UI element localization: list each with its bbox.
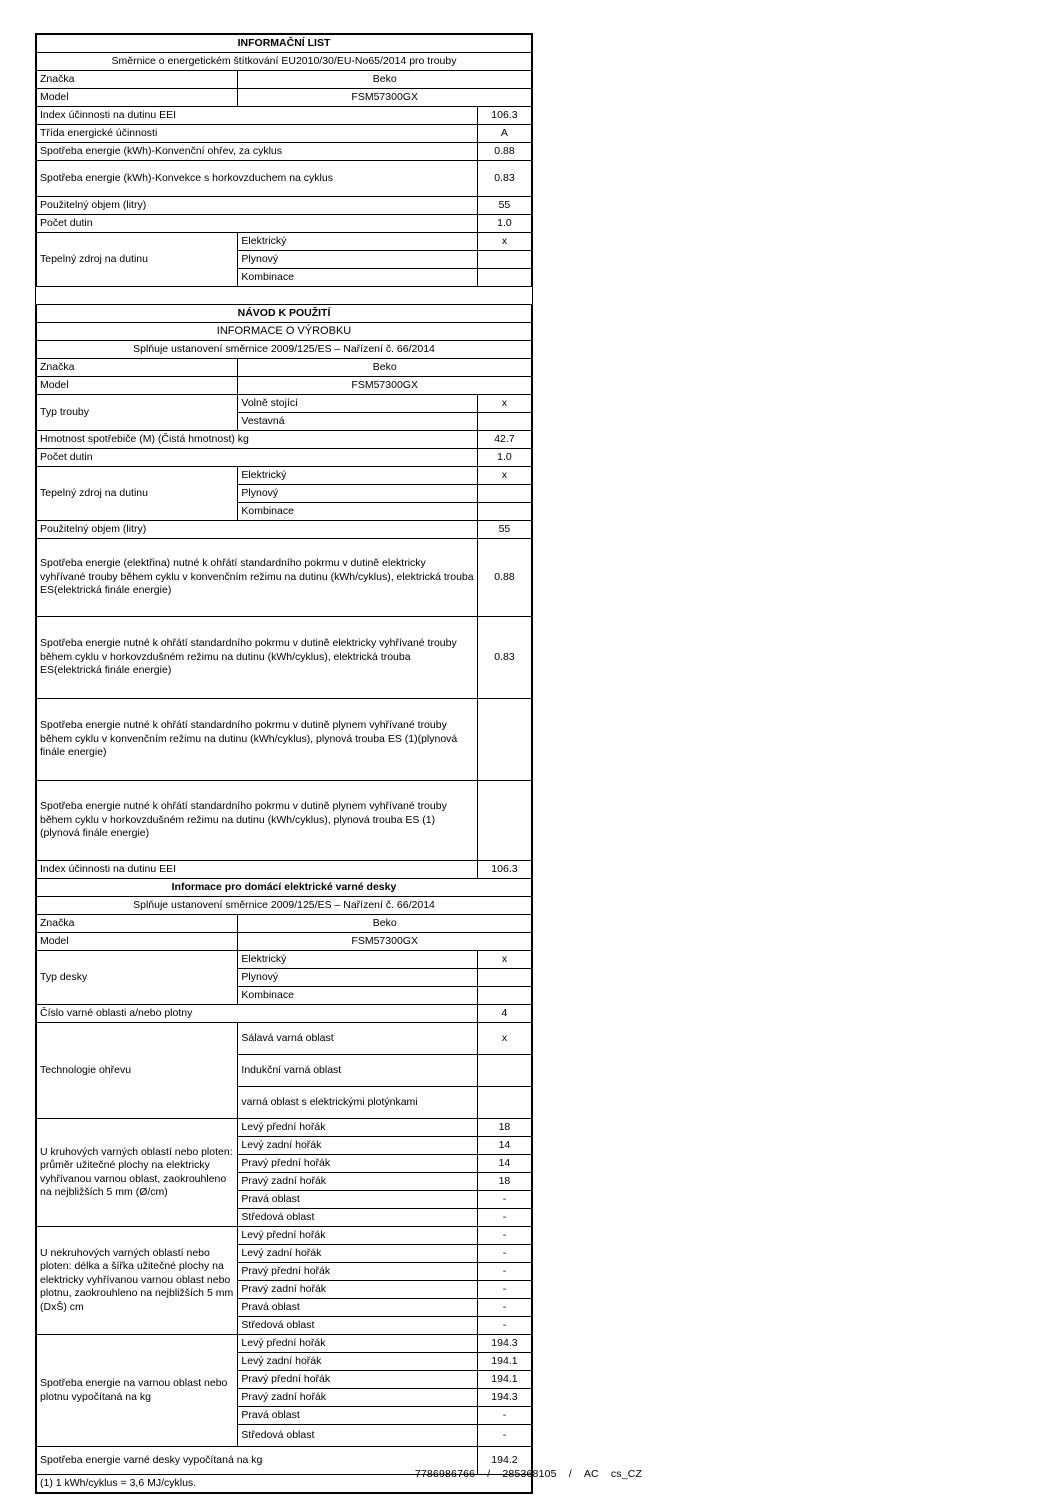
burner-value: - — [477, 1263, 531, 1281]
long-description: Spotřeba energie (elektřina) nutné k ohřátí standardního pokrmu v dutině elektricky vyhřívané trouby během cyklu v konvenčním režimu na dutinu (kWh/cyklus), elektrická trouba ES(elektrická finále energie) — [37, 539, 478, 617]
table-row — [37, 861, 532, 879]
table-row — [37, 449, 532, 467]
tech-option: Indukční varná oblast — [238, 1055, 477, 1087]
tech-value: x — [477, 1023, 531, 1055]
footer-code-3: AC — [583, 1468, 599, 1480]
burner-name: Středová oblast — [238, 1425, 477, 1447]
row-value: 55 — [477, 521, 531, 539]
table-row — [37, 143, 532, 161]
long-description: Spotřeba energie nutné k ohřátí standardního pokrmu v dutině plynem vyhřívané trouby během cyklu v horkovzdušném režimu na dutinu (kWh/cyklus), plynová trouba ES (1)(plynová finále energie) — [37, 781, 478, 861]
table-row — [37, 699, 532, 781]
hob-type-label: Typ desky — [37, 951, 238, 1005]
long-description-value — [477, 781, 531, 861]
row-value: 55 — [477, 197, 531, 215]
table-row — [37, 617, 532, 699]
burner-name: Středová oblast — [238, 1317, 477, 1335]
row-label: Model — [37, 933, 238, 951]
footer-code-2: 285368105 — [502, 1468, 557, 1480]
oven-type-option: Vestavná — [238, 413, 477, 431]
row-value: 0.83 — [477, 161, 531, 197]
section1-title: INFORMAČNÍ LIST — [37, 35, 532, 53]
table-row — [37, 107, 532, 125]
table-row — [37, 125, 532, 143]
noncircular-label: U nekruhových varných oblastí nebo ploten: délka a šířka užitečné plochy na elektricky vyhřívanou varnou oblast nebo plotnu, zaokrouhleno na nejbližších 5 mm (DxŠ) cm — [37, 1227, 238, 1335]
long-description-value: 0.88 — [477, 539, 531, 617]
burner-value: 18 — [477, 1119, 531, 1137]
table-row — [37, 215, 532, 233]
table-row — [37, 1119, 532, 1137]
section-gap — [37, 287, 532, 305]
row-value: FSM57300GX — [238, 933, 532, 951]
table-row — [37, 233, 532, 251]
section2-title: NÁVOD K POUŽITÍ — [37, 305, 532, 323]
heat-source-option: Elektrický — [238, 233, 477, 251]
footer-code-1: 7786986766 — [414, 1468, 476, 1480]
row-label: Použitelný objem (litry) — [37, 197, 478, 215]
row-value: 0.88 — [477, 143, 531, 161]
fiche-table — [36, 34, 532, 1493]
row-label: Spotřeba energie (kWh)-Konvekce s horkovzduchem na cyklus — [37, 161, 478, 197]
row-value: 1.0 — [477, 215, 531, 233]
table-row — [37, 1335, 532, 1353]
table-row — [37, 377, 532, 395]
tech-option: varná oblast s elektrickými plotýnkami — [238, 1087, 477, 1119]
row-label: Třída energické účinnosti — [37, 125, 478, 143]
burner-value: 14 — [477, 1155, 531, 1173]
burner-value: - — [477, 1245, 531, 1263]
section3-note: Splňuje ustanovení směrnice 2009/125/ES – Nařízení č. 66/2014 — [37, 897, 532, 915]
row-value: Beko — [238, 359, 532, 377]
burner-name: Levý zadní hořák — [238, 1353, 477, 1371]
footer-language: cs_CZ — [610, 1468, 643, 1480]
heat-source-label: Tepelný zdroj na dutinu — [37, 467, 238, 521]
row-value: FSM57300GX — [238, 89, 532, 107]
heat-source-value — [477, 485, 531, 503]
row-label: Značka — [37, 71, 238, 89]
row-label: Počet dutin — [37, 449, 478, 467]
oven-type-label: Typ trouby — [37, 395, 238, 431]
row-label: Číslo varné oblasti a/nebo plotny — [37, 1005, 478, 1023]
section1-subtitle: Směrnice o energetickém štítkování EU2010/30/EU-No65/2014 pro trouby — [37, 53, 532, 71]
burner-name: Pravá oblast — [238, 1299, 477, 1317]
burner-name: Levý přední hořák — [238, 1227, 477, 1245]
table-row — [37, 431, 532, 449]
burner-name: Pravá oblast — [238, 1407, 477, 1425]
footer-separator-1: / — [487, 1468, 491, 1480]
hob-type-value — [477, 987, 531, 1005]
table-row — [37, 539, 532, 617]
burner-value: - — [477, 1317, 531, 1335]
row-label: Značka — [37, 915, 238, 933]
row-label: Značka — [37, 359, 238, 377]
burner-value: 194.1 — [477, 1353, 531, 1371]
row-value: FSM57300GX — [238, 377, 532, 395]
section3-note-row — [37, 897, 532, 915]
table-row — [37, 395, 532, 413]
row-value: 1.0 — [477, 449, 531, 467]
product-fiche-sheet — [35, 33, 533, 1494]
heat-source-value: x — [477, 233, 531, 251]
row-value: 106.3 — [477, 861, 531, 879]
heat-source-value: x — [477, 467, 531, 485]
table-row — [37, 521, 532, 539]
row-value: 4 — [477, 1005, 531, 1023]
section2-title-row — [37, 305, 532, 323]
tech-label: Technologie ohřevu — [37, 1023, 238, 1119]
burner-value: - — [477, 1299, 531, 1317]
heat-source-option: Plynový — [238, 485, 477, 503]
section3-title: Informace pro domácí elektrické varné desky — [37, 879, 532, 897]
burner-name: Pravý přední hořák — [238, 1371, 477, 1389]
row-value: A — [477, 125, 531, 143]
row-value: Beko — [238, 71, 532, 89]
row-label: Index účinnosti na dutinu EEI — [37, 107, 478, 125]
heat-source-label: Tepelný zdroj na dutinu — [37, 233, 238, 287]
burner-name: Levý přední hořák — [238, 1119, 477, 1137]
burner-value: - — [477, 1227, 531, 1245]
row-label: Použitelný objem (litry) — [37, 521, 478, 539]
section2-note-row — [37, 341, 532, 359]
table-row — [37, 933, 532, 951]
hob-type-option: Plynový — [238, 969, 477, 987]
heat-source-option: Kombinace — [238, 269, 477, 287]
heat-source-option: Kombinace — [238, 503, 477, 521]
heat-source-value — [477, 503, 531, 521]
oven-type-value — [477, 413, 531, 431]
burner-name: Pravý přední hořák — [238, 1263, 477, 1281]
row-label: Počet dutin — [37, 215, 478, 233]
row-value: Beko — [238, 915, 532, 933]
row-value: 106.3 — [477, 107, 531, 125]
row-label: Index účinnosti na dutinu EEI — [37, 861, 478, 879]
burner-value: 194.1 — [477, 1371, 531, 1389]
heat-source-value — [477, 269, 531, 287]
row-label: Spotřeba energie (kWh)-Konvenční ohřev, za cyklus — [37, 143, 478, 161]
burner-value: - — [477, 1191, 531, 1209]
table-row — [37, 915, 532, 933]
row-label: Model — [37, 377, 238, 395]
section3-title-row — [37, 879, 532, 897]
section1-subtitle-row — [37, 53, 532, 71]
long-description-value: 0.83 — [477, 617, 531, 699]
table-row — [37, 1005, 532, 1023]
burner-value: 18 — [477, 1173, 531, 1191]
burner-name: Levý zadní hořák — [238, 1245, 477, 1263]
table-row — [37, 89, 532, 107]
oven-type-option: Volně stojící — [238, 395, 477, 413]
table-row — [37, 197, 532, 215]
hob-type-option: Elektrický — [238, 951, 477, 969]
footnote: (1) 1 kWh/cyklus = 3,6 MJ/cyklus. — [37, 1475, 532, 1493]
section2-subtitle-row — [37, 323, 532, 341]
tech-value — [477, 1055, 531, 1087]
hob-type-value — [477, 969, 531, 987]
burner-name: Pravý zadní hořák — [238, 1173, 477, 1191]
table-row — [37, 1227, 532, 1245]
section2-subtitle: INFORMACE O VÝROBKU — [37, 323, 532, 341]
burner-value: 194.3 — [477, 1389, 531, 1407]
row-label: Spotřeba energie varné desky vypočítaná na kg — [37, 1447, 478, 1475]
energy-label: Spotřeba energie na varnou oblast nebo plotnu vypočítaná na kg — [37, 1335, 238, 1447]
table-row — [37, 1023, 532, 1055]
row-label: Model — [37, 89, 238, 107]
row-label: Hmotnost spotřebiče (M) (Čistá hmotnost) kg — [37, 431, 478, 449]
burner-value: - — [477, 1281, 531, 1299]
table-row — [37, 359, 532, 377]
table-row — [37, 71, 532, 89]
burner-value: 14 — [477, 1137, 531, 1155]
burner-value: - — [477, 1425, 531, 1447]
circular-label: U kruhových varných oblastí nebo ploten: průměr užitečné plochy na elektricky vyhřívanou varnou oblast, zaokrouhleno na nejbližších 5 mm (Ø/cm) — [37, 1119, 238, 1227]
long-description: Spotřeba energie nutné k ohřátí standardního pokrmu v dutině elektricky vyhřívané trouby během cyklu v horkovzdušném režimu na dutinu (kWh/cyklus), elektrická trouba ES(elektrická finále energie) — [37, 617, 478, 699]
table-row — [37, 951, 532, 969]
heat-source-value — [477, 251, 531, 269]
table-row — [37, 161, 532, 197]
long-description: Spotřeba energie nutné k ohřátí standardního pokrmu v dutině plynem vyhřívané trouby během cyklu v konvenčním režimu na dutinu (kWh/cyklus), plynová trouba ES (1)(plynová finále energie) — [37, 699, 478, 781]
section1-title-row — [37, 35, 532, 53]
burner-value: - — [477, 1407, 531, 1425]
burner-value: - — [477, 1209, 531, 1227]
table-row — [37, 467, 532, 485]
tech-option: Sálavá varná oblast — [238, 1023, 477, 1055]
table-row — [37, 781, 532, 861]
burner-name: Pravý zadní hořák — [238, 1281, 477, 1299]
burner-name: Levý zadní hořák — [238, 1137, 477, 1155]
burner-name: Pravý přední hořák — [238, 1155, 477, 1173]
burner-name: Levý přední hořák — [238, 1335, 477, 1353]
oven-type-value: x — [477, 395, 531, 413]
hob-type-value: x — [477, 951, 531, 969]
burner-value: 194.3 — [477, 1335, 531, 1353]
row-value: 42.7 — [477, 431, 531, 449]
burner-name: Středová oblast — [238, 1209, 477, 1227]
long-description-value — [477, 699, 531, 781]
heat-source-option: Plynový — [238, 251, 477, 269]
tech-value — [477, 1087, 531, 1119]
hob-type-option: Kombinace — [238, 987, 477, 1005]
heat-source-option: Elektrický — [238, 467, 477, 485]
burner-name: Pravý zadní hořák — [238, 1389, 477, 1407]
page-footer — [0, 1468, 1057, 1480]
row-value: 194.2 — [477, 1447, 531, 1475]
section2-note: Splňuje ustanovení směrnice 2009/125/ES – Nařízení č. 66/2014 — [37, 341, 532, 359]
footer-separator-2: / — [568, 1468, 572, 1480]
burner-name: Pravá oblast — [238, 1191, 477, 1209]
